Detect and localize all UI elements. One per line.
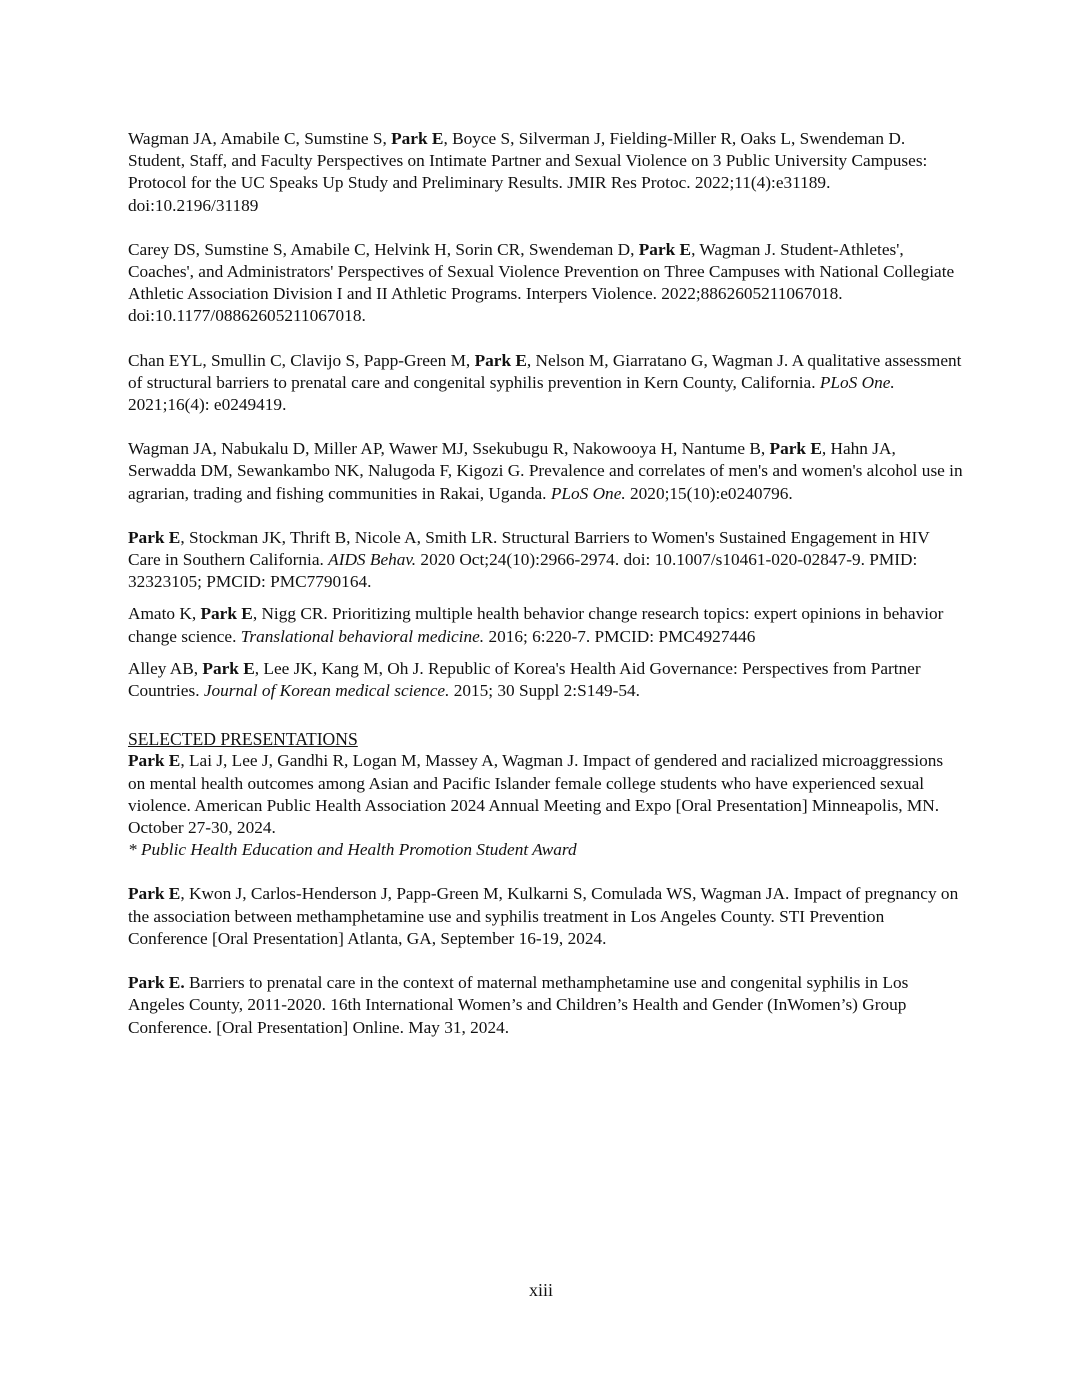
publication-entry xyxy=(128,527,963,594)
highlighted-author: Park E xyxy=(128,884,181,904)
journal-name: Translational behavioral medicine. xyxy=(240,626,485,646)
citation-details: 2020 Oct;24(10):2966-2974. doi: 10.1007/s10461-020-02847-9. PMID: 32323105; PMCID: PMC7790164. xyxy=(128,550,918,592)
highlighted-author: Park E xyxy=(128,751,181,771)
highlighted-author: Park E xyxy=(202,658,255,678)
section-heading: SELECTED PRESENTATIONS xyxy=(128,729,358,750)
presentation-text: , Kwon J, Carlos-Henderson J, Papp-Green M, Kulkarni S, Comulada WS, Wagman JA. Impact of pregnancy on the association between methamphetamine use and syphilis treatment in Los Angeles County. STI Prevention Conference [Oral Presentation] Atlanta, GA, September 16-19, 2024. xyxy=(128,884,959,948)
authors-before: Alley AB, xyxy=(128,658,203,678)
publication-entry xyxy=(128,658,963,702)
authors-before: Wagman JA, Amabile C, Sumstine S, xyxy=(128,129,392,148)
citation-details: 2015; 30 Suppl 2:S149-54. xyxy=(449,681,640,701)
highlighted-author: Park E xyxy=(391,129,444,148)
citation-text: , Stockman JK, Thrift B, Nicole A, Smith LR. Structural Barriers to Women's Sustained Engagement in HIV Care in Southern California. xyxy=(128,527,930,570)
highlighted-author: Park E xyxy=(638,239,692,259)
citation-details: 2021;16(4): e0249419. xyxy=(128,395,287,415)
citation-text: , Lee JK, Kang M, Oh J. Republic of Korea's Health Aid Governance: Perspectives from Partner Countries. xyxy=(128,658,921,701)
citation-text: , Boyce S, Silverman J, Fielding-Miller R, Oaks L, Swendeman D. Student, Staff, and Faculty Perspectives on Intimate Partner and Sexual Violence on 3 Public University Campuses: Protocol for the UC Speaks Up Study and Preliminary Results. JMIR Res Protoc. 2022;11(4):e31189. doi:10.2196/31189 xyxy=(128,129,928,215)
journal-name: PLoS One. xyxy=(819,372,895,392)
publication-entry xyxy=(128,350,963,417)
citation-details: 2016; 6:220-7. PMCID: PMC4927446 xyxy=(484,626,756,646)
highlighted-author: Park E xyxy=(128,527,181,547)
award-note: * Public Health Education and Health Promotion Student Award xyxy=(128,840,577,860)
citation-text: , Wagman J. Student-Athletes', Coaches', and Administrators' Perspectives of Sexual Violence Prevention on Three Campuses with National Collegiate Athletic Association Division I and II Athletic Programs. Interpers Violence. 2022;8862605211067018. doi:10.1177/08862605211067018. xyxy=(128,239,955,326)
presentation-text: , Lai J, Lee J, Gandhi R, Logan M, Massey A, Wagman J. Impact of gendered and racialized microaggressions on mental health outcomes among Asian and Pacific Islander female college students who have experienced sexual violence. American Public Health Association 2024 Annual Meeting and Expo [Oral Presentation] Minneapolis, MN. October 27-30, 2024. xyxy=(128,751,944,838)
highlighted-author: Park E xyxy=(769,439,822,459)
journal-name: AIDS Behav. xyxy=(328,550,417,570)
authors-before: Chan EYL, Smullin C, Clavijo S, Papp-Green M, xyxy=(128,350,475,370)
publication-entry xyxy=(128,128,963,217)
presentation-entry xyxy=(128,972,963,1039)
authors-before: Wagman JA, Nabukalu D, Miller AP, Wawer MJ, Ssekubugu R, Nakowooya H, Nantume B, xyxy=(128,439,770,459)
publication-entry xyxy=(128,603,963,647)
publication-entry xyxy=(128,239,963,328)
page-content xyxy=(128,128,963,1039)
presentation-entry xyxy=(128,750,963,861)
citation-text: , Hahn JA, Serwadda DM, Sewankambo NK, Nalugoda F, Kigozi G. Prevalence and correlates of men's and women's alcohol use in agrarian, trading and fishing communities in Rakai, Uganda. xyxy=(128,439,963,503)
presentation-text: Barriers to prenatal care in the context of maternal methamphetamine use and congenital syphilis in Los Angeles County, 2011-2020. 16th International Women’s and Children’s Health and Gender (InWomen’s) Group Conference. [Oral Presentation] Online. May 31, 2024. xyxy=(128,973,909,1037)
authors-before: Amato K, xyxy=(128,604,201,624)
presentation-entry xyxy=(128,883,963,950)
authors-before: Carey DS, Sumstine S, Amabile C, Helvink H, Sorin CR, Swendeman D, xyxy=(128,239,639,259)
page-number: xiii xyxy=(528,1280,553,1300)
highlighted-author: Park E xyxy=(474,350,527,370)
highlighted-author: Park E xyxy=(200,604,253,624)
highlighted-author: Park E. xyxy=(128,973,185,993)
journal-name: Journal of Korean medical science. xyxy=(203,681,450,701)
citation-text: , Nigg CR. Prioritizing multiple health behavior change research topics: expert opinions in behavior change science. xyxy=(128,604,944,646)
publication-entry xyxy=(128,438,963,505)
citation-text: , Nelson M, Giarratano G, Wagman J. A qualitative assessment of structural barriers to prenatal care and congenital syphilis prevention in Kern County, California. xyxy=(128,350,962,392)
journal-name: PLoS One. xyxy=(550,483,626,503)
citation-details: 2020;15(10):e0240796. xyxy=(625,483,793,503)
